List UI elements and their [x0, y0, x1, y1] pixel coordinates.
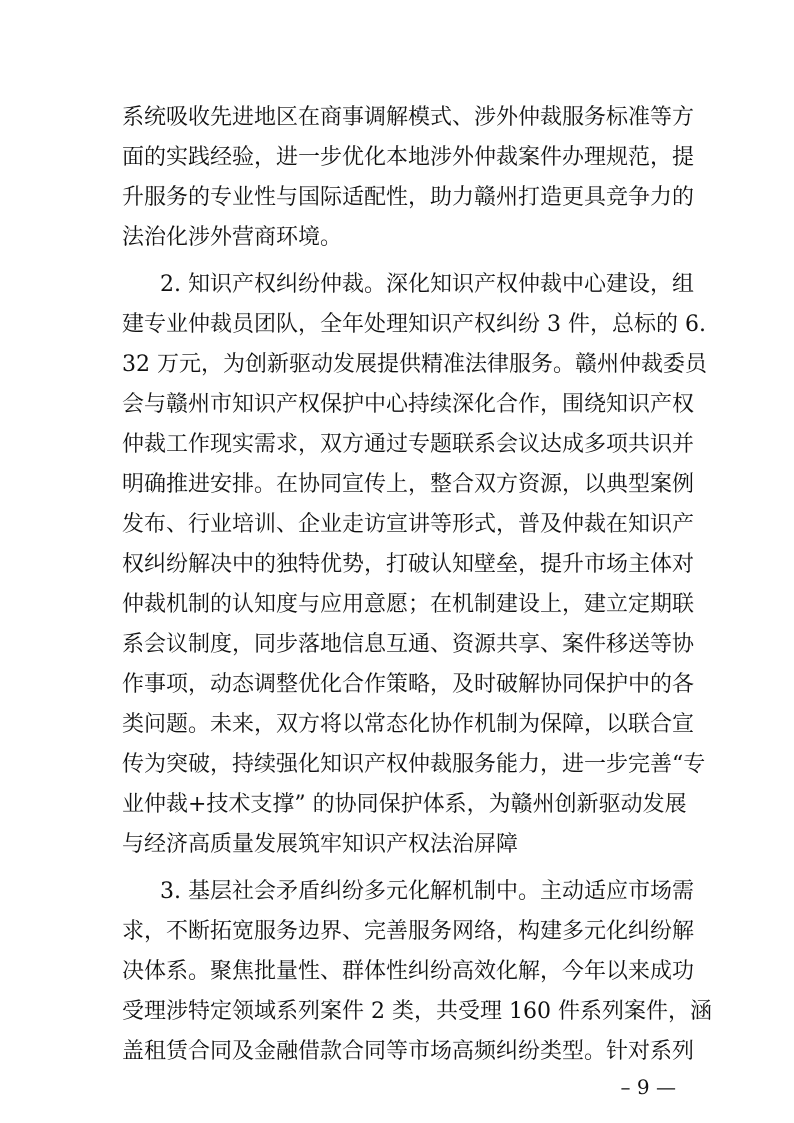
paragraph-2-line-12: 类问题。未来，双方将以常态化协作机制为保障，以联合宣: [122, 712, 695, 737]
paragraph-3-line-1: 3. 基层社会矛盾纠纷多元化解机制中。主动适应市场需: [160, 879, 694, 904]
paragraph-2-line-4: 会与赣州市知识产权保护中心持续深化合作，围绕知识产权: [122, 392, 695, 417]
paragraph-3-line-4: 受理涉特定领域系列案件 2 类，共受理 160 件系列案件，涵: [122, 999, 712, 1024]
paragraph-1-line-3: 升服务的专业性与国际适配性，助力赣州打造更具竞争力的: [122, 185, 695, 210]
paragraph-2-line-11: 作事项，动态调整优化合作策略，及时破解协同保护中的各: [122, 672, 695, 697]
paragraph-3-line-5: 盖租赁合同及金融借款合同等市场高频纠纷类型。针对系列: [122, 1039, 695, 1064]
paragraph-2-line-9: 仲裁机制的认知度与应用意愿；在机制建设上，建立定期联: [122, 592, 695, 617]
paragraph-1-line-1: 系统吸收先进地区在商事调解模式、涉外仲裁服务标准等方: [122, 105, 695, 130]
paragraph-2-line-13: 传为突破，持续强化知识产权仲裁服务能力，进一步完善“专: [122, 752, 706, 777]
paragraph-2-line-1: 2. 知识产权纠纷仲裁。深化知识产权仲裁中心建设，组: [160, 272, 694, 297]
paragraph-3-line-2: 求，不断拓宽服务边界、完善服务网络，构建多元化纠纷解: [122, 919, 695, 944]
paragraph-2-line-7: 发布、行业培训、企业走访宣讲等形式，普及仲裁在知识产: [122, 512, 695, 537]
paragraph-2-line-14: 业仲裁+技术支撑” 的协同保护体系，为赣州创新驱动发展: [122, 792, 687, 817]
paragraph-3-line-3: 决体系。聚焦批量性、群体性纠纷高效化解，今年以来成功: [122, 959, 695, 984]
page-number: – 9 —: [620, 1075, 676, 1099]
paragraph-2-line-6: 明确推进安排。在协同宣传上，整合双方资源，以典型案例: [122, 472, 695, 497]
paragraph-1-line-2: 面的实践经验，进一步优化本地涉外仲裁案件办理规范，提: [122, 145, 695, 170]
paragraph-2-line-2: 建专业仲裁员团队，全年处理知识产权纠纷 3 件，总标的 6.: [122, 312, 706, 337]
paragraph-2-line-8: 权纠纷解决中的独特优势，打破认知壁垒，提升市场主体对: [122, 552, 695, 577]
paragraph-2-line-5: 仲裁工作现实需求，双方通过专题联系会议达成多项共识并: [122, 432, 695, 457]
paragraph-2-line-10: 系会议制度，同步落地信息互通、资源共享、案件移送等协: [122, 632, 695, 657]
paragraph-2-line-3: 32 万元，为创新驱动发展提供精准法律服务。赣州仲裁委员: [122, 352, 707, 377]
paragraph-2-line-15: 与经济高质量发展筑牢知识产权法治屏障: [122, 832, 519, 857]
paragraph-1-line-4: 法治化涉外营商环境。: [122, 225, 343, 250]
